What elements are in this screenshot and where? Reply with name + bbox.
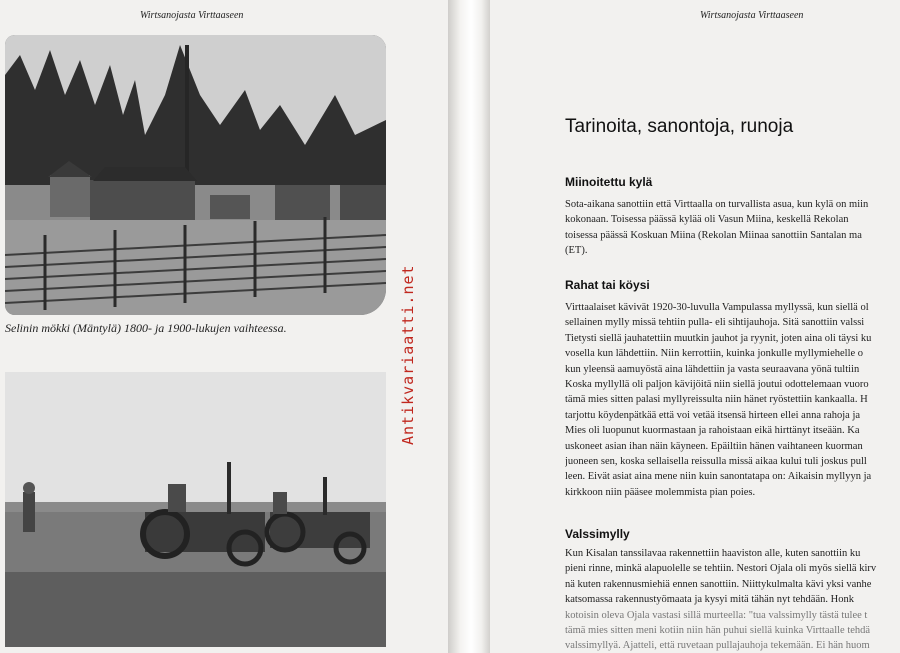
text-line: kirkkoon niin pääsee molemmista pian poies. [565, 486, 756, 498]
text-line: sellainen mylly missä tehtiin pulla- eli sihtijauhoja. Sitä sanottiin valssi [565, 317, 865, 329]
text-line: (ET). [565, 245, 588, 257]
text-line: Tietysti siellä jauhatettiin muutkin jauhot ja ryynit, joten aina oli täysi ku [565, 332, 872, 344]
text-line: Virttaalaiset kävivät 1920-30-luvulla Vampulassa myllyssä, kun siellä ol [565, 302, 869, 313]
watermark: Antikvariaatti.net [399, 264, 417, 446]
text-line: kokonaan. Toisessa päässä kylää oli Vasun Miina, keskellä Rekolan [565, 214, 849, 226]
text-line: Koska myllyllä oli paljon kävijöitä niin siellä joutui odottelemaan vuoro [565, 379, 869, 391]
text-line: tämä mies sitten palasi myllyreissulta niin hänet ryöstettiin kankaalla. H [565, 394, 868, 406]
text-line: toisessa päässä Koskuan Miina (Rekolan Miinaa sanottiin Santalan ma [565, 229, 862, 241]
text-line: Kun Kisalan tanssilavaa rakennettiin haaviston alle, kuten sanottiin ku [565, 548, 861, 559]
text-line: kun yleensä aamuyöstä aina lähdettiin ja vasta seuraavana yönä tultiin [565, 363, 860, 375]
running-head-right: Wirtsanojasta Virttaaseen [700, 10, 804, 21]
text-line: katsomassa rakennustyömaata ja kysyi mitä tähän nyt tehdään. Honk [565, 594, 854, 606]
text-line: juoneen sen, koska sellaisella reissulla missä aikaa kului tuli joskus pull [565, 456, 867, 468]
photo-caption: Selinin mökki (Mäntylä) 1800- ja 1900-lukujen vaihteessa. [5, 321, 287, 335]
text-line: uskoneet asian ihan näin käyneen. Epäiltiin hänen vaihtaneen kuorman [565, 440, 863, 452]
text-line: pieni rinne, minkä alapuolelle se tehtiin. Nestori Ojala oli myös siellä kirv [565, 563, 877, 575]
text-line: Mies oli luopunut kuormastaan ja rahoistaan eikä hirttänyt itseään. Ka [565, 425, 860, 437]
book-gutter [448, 0, 490, 653]
text-line: leen. Eivät asiat aina mene niin kuin sanontatapa on: Aikaisin myllyyn ja [565, 471, 872, 483]
running-head-left: Wirtsanojasta Virttaaseen [140, 10, 244, 21]
text-line: nä kuten rakennusmiehiä ennen sanottiin. Niittykulmalta kävi yksi vanhe [565, 578, 872, 590]
text-line: vosella kun lähdettiin. Niin kerrottiin, kuinka jonkulle myllymiehelle o [565, 348, 864, 360]
section-text-rahat [565, 300, 900, 500]
tractors-photo [5, 372, 386, 647]
text-line: kotoisin oleva Ojala vastasi sillä murteella: "tua valssimylly tästä tulee t [565, 609, 868, 621]
section-heading-miinoitettu: Miinoitettu kylä [565, 175, 653, 189]
section-text-valssimylly [565, 546, 900, 653]
left-page [0, 0, 448, 653]
text-line: Sota-aikana sanottiin että Virttaalla on turvallista asua, kun kylä on miin [565, 199, 869, 210]
text-line: valssimyllyä. Ajatteli, että ruvetaan pullajauhoja tekemään. Ei hän huom [565, 640, 870, 652]
text-line: tarjottu köydenpätkää että voi vetää itsensä hirteen ellei anna rahoja ja [565, 409, 861, 421]
chapter-title: Tarinoita, sanontoja, runoja [565, 116, 794, 137]
section-heading-valssimylly: Valssimylly [565, 527, 630, 541]
section-text-miinoitettu [565, 197, 900, 259]
right-page [490, 0, 900, 653]
text-line: tämä mies sitten meni kotiin niin hän puhui siellä kuinka Virttaalle tehdä [565, 625, 871, 637]
farmstead-photo [5, 35, 386, 315]
section-heading-rahat: Rahat tai köysi [565, 278, 650, 292]
